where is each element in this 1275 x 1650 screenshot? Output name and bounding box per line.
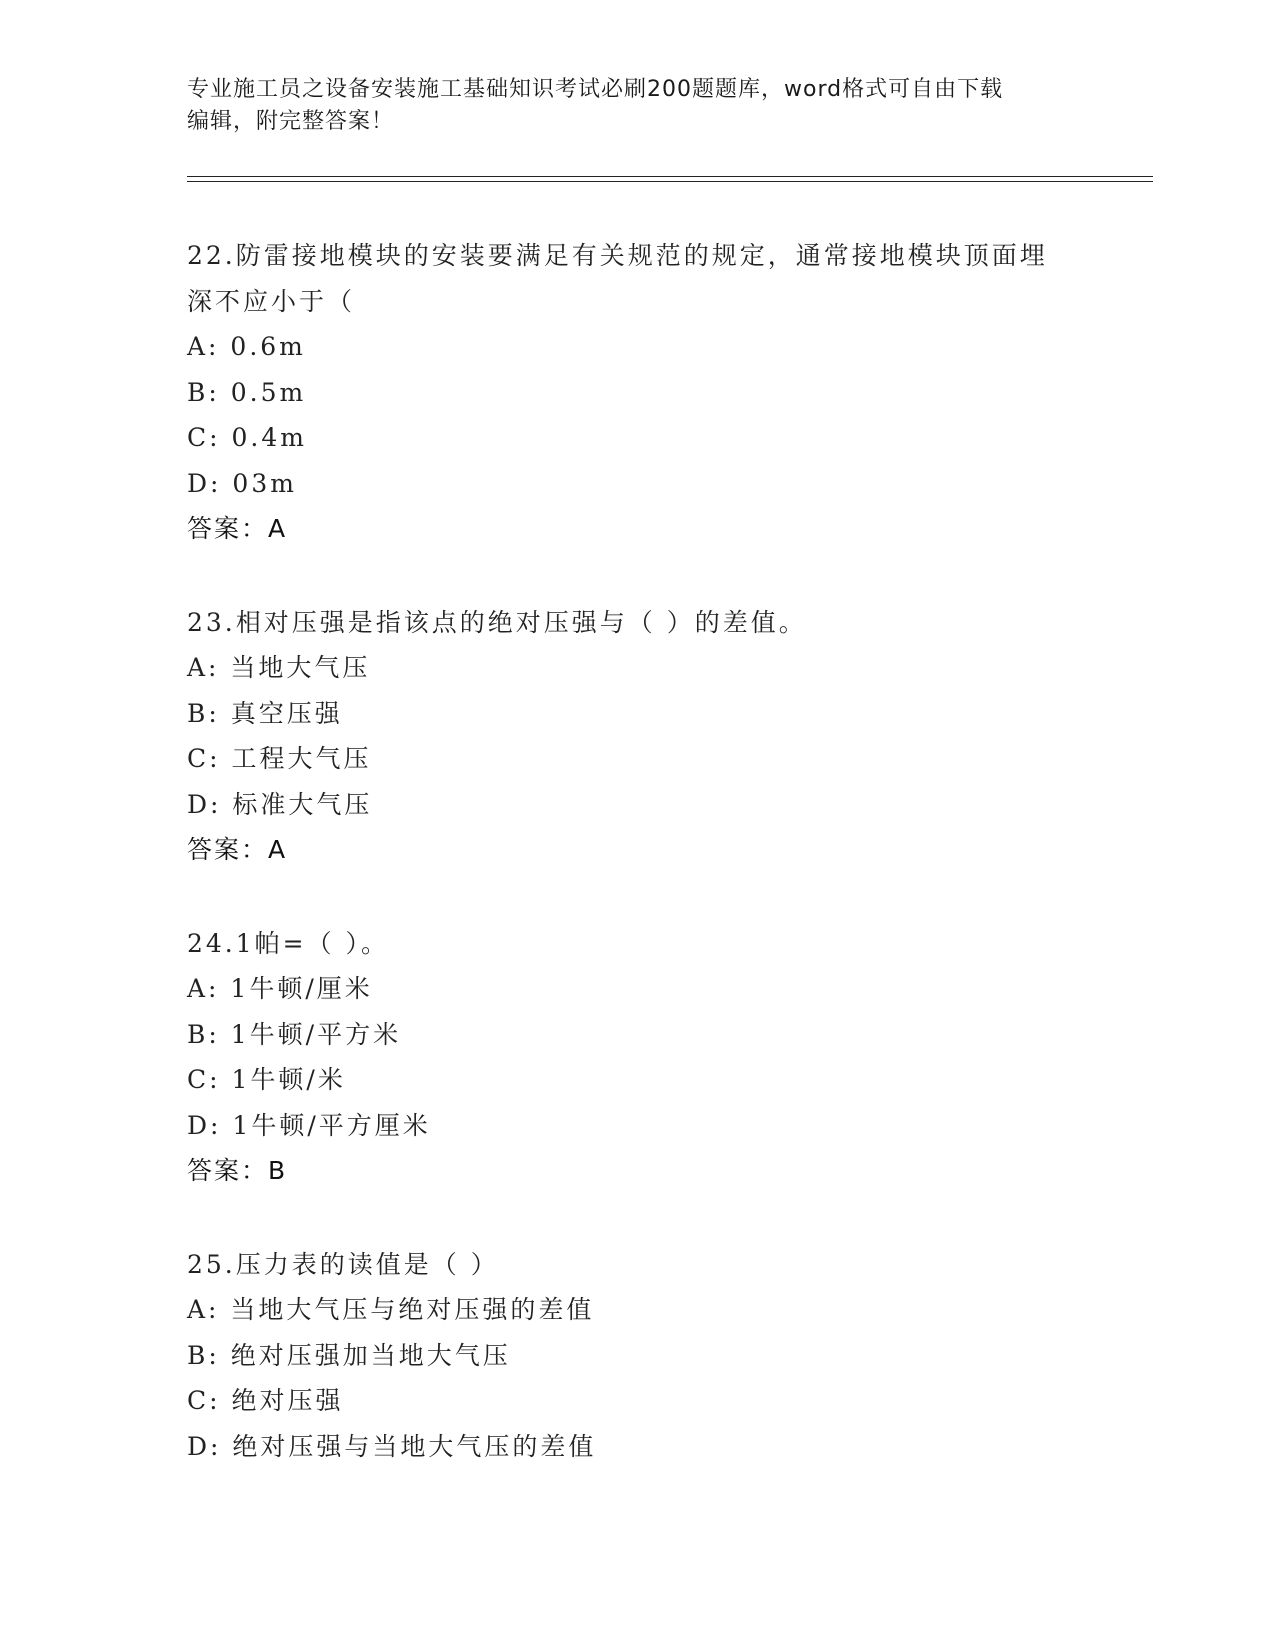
answer-option: D: 绝对压强与当地大气压的差值 bbox=[187, 1431, 597, 1461]
answer-option: C: 绝对压强 bbox=[187, 1386, 344, 1415]
answer-key: 答案：A bbox=[187, 514, 288, 543]
header-title-line-2: 编辑，附完整答案！ bbox=[187, 109, 395, 134]
header-title-line-1: 专业施工员之设备安装施工基础知识考试必刷200题题库，word格式可自由下载 bbox=[187, 77, 1004, 102]
answer-option: B: 0.5m bbox=[187, 377, 307, 407]
document-header bbox=[187, 74, 1087, 138]
question-stem: 23.相对压强是指该点的绝对压强与（ ）的差值。 bbox=[187, 607, 807, 637]
answer-option: A: 当地大气压 bbox=[187, 653, 371, 682]
answer-option: A: 0.6m bbox=[187, 332, 306, 361]
header-divider-top bbox=[187, 176, 1153, 177]
answer-option: B: 1牛顿/平方米 bbox=[187, 1019, 402, 1049]
answer-key: 答案：A bbox=[187, 835, 288, 864]
question-block bbox=[187, 921, 1087, 1194]
answer-option: A: 1牛顿/厘米 bbox=[187, 974, 373, 1003]
answer-option: B: 真空压强 bbox=[187, 698, 343, 728]
header-divider-bottom bbox=[187, 181, 1153, 182]
answer-option: C: 0.4m bbox=[187, 423, 307, 452]
answer-option: D: 1牛顿/平方厘米 bbox=[187, 1110, 431, 1140]
answer-option: D: 标准大气压 bbox=[187, 789, 373, 819]
answer-option: A: 当地大气压与绝对压强的差值 bbox=[187, 1295, 595, 1324]
answer-key: 答案：B bbox=[187, 1156, 288, 1185]
question-stem: 24.1帕=（ ）。 bbox=[187, 928, 390, 958]
question-stem: 深不应小于（ bbox=[187, 286, 356, 316]
question-stem: 22.防雷接地模块的安装要满足有关规范的规定，通常接地模块顶面埋 bbox=[187, 241, 1048, 270]
question-block bbox=[187, 600, 1087, 873]
answer-option: C: 1牛顿/米 bbox=[187, 1065, 346, 1094]
answer-option: D: 03m bbox=[187, 468, 297, 498]
question-list bbox=[187, 233, 1087, 1469]
answer-option: B: 绝对压强加当地大气压 bbox=[187, 1340, 511, 1370]
question-block bbox=[187, 1242, 1087, 1470]
question-stem: 25.压力表的读值是（ ） bbox=[187, 1249, 499, 1279]
question-block bbox=[187, 233, 1087, 552]
answer-option: C: 工程大气压 bbox=[187, 744, 372, 773]
